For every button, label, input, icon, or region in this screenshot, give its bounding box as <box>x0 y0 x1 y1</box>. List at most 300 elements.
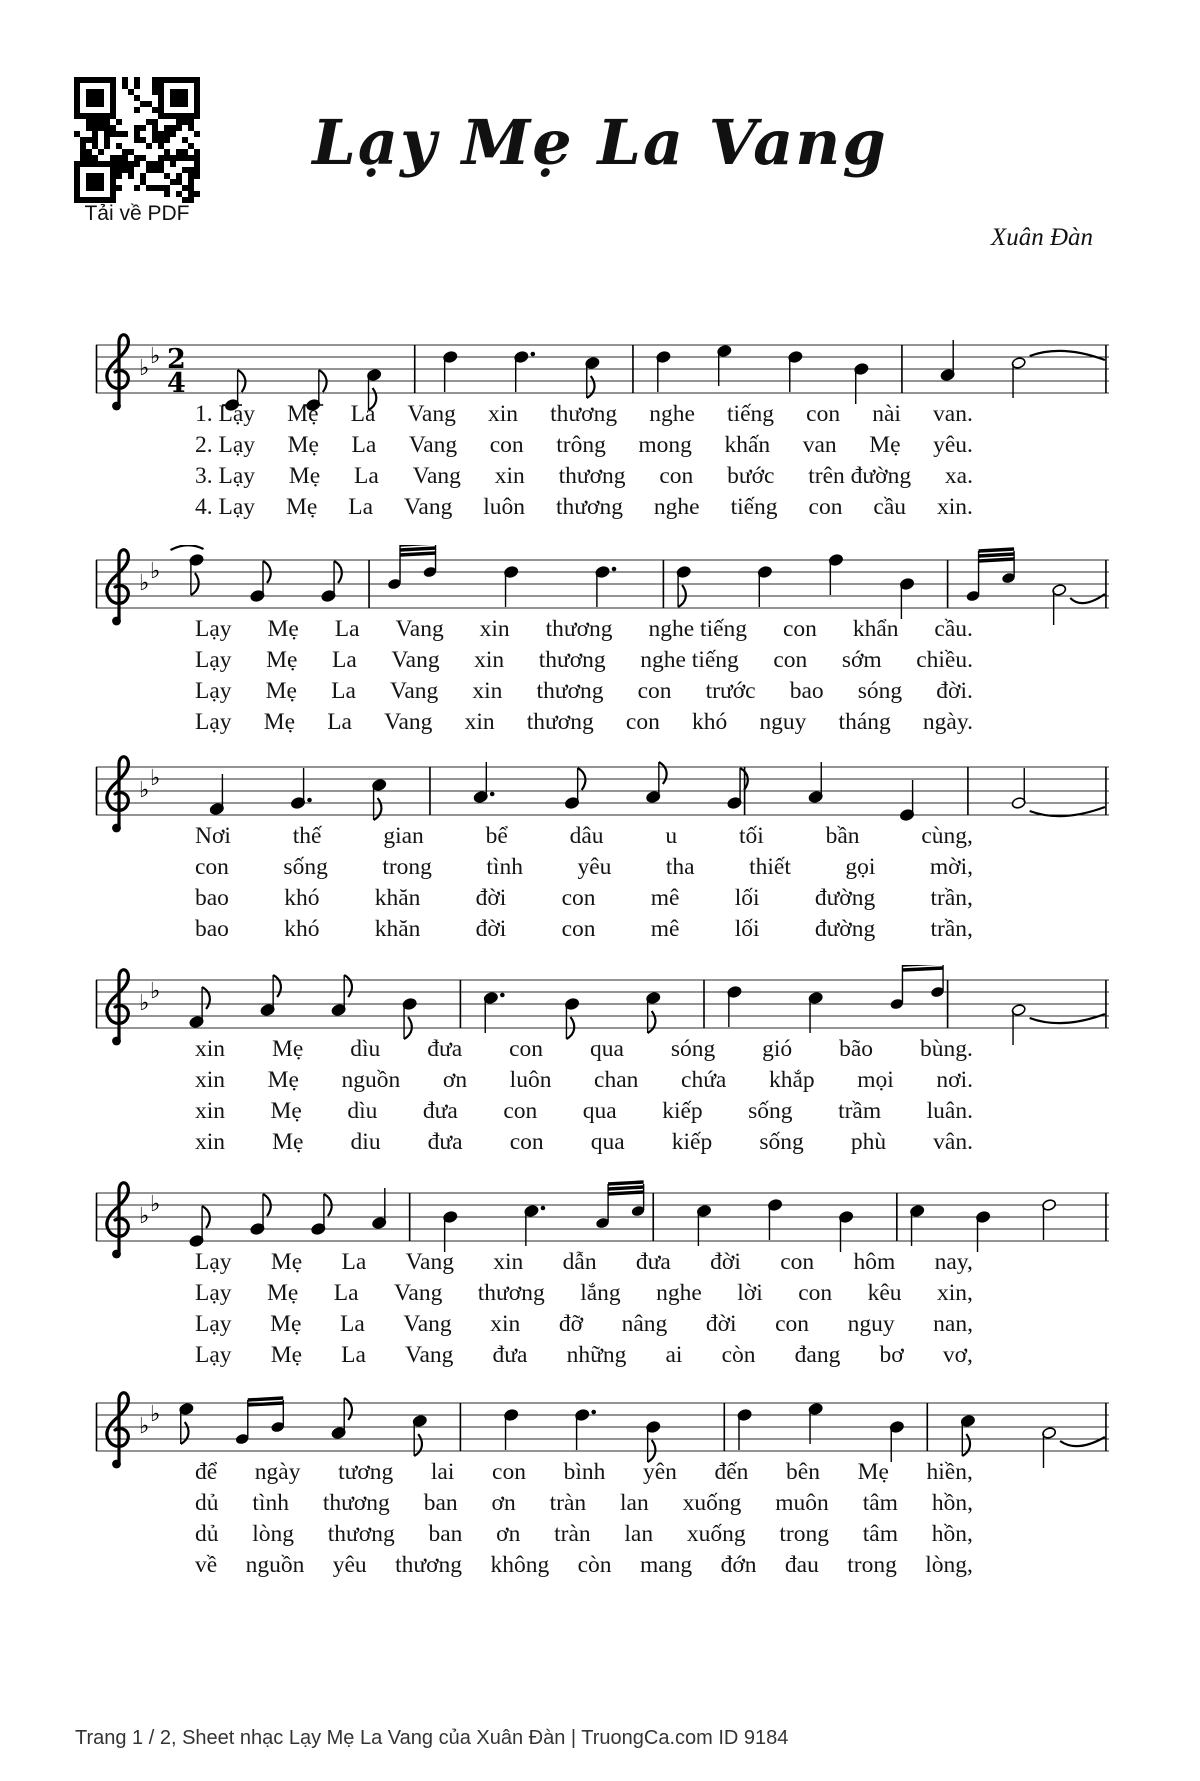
lyric-syllable: phù <box>850 1129 887 1155</box>
lyric-syllable: Vang <box>412 463 461 489</box>
lyric-syllable: 2. Lạy <box>195 432 256 458</box>
lyric-syllable: con <box>773 647 808 673</box>
lyric-syllable: sóng <box>670 1036 716 1062</box>
lyric-syllable: nan, <box>933 1311 973 1337</box>
treble-clef-dot <box>112 1460 121 1469</box>
lyric-syllable: xin <box>479 616 510 642</box>
lyric-syllable: lối <box>734 885 760 911</box>
lyric-syllable: ngày. <box>922 709 973 735</box>
lyric-syllable: bao <box>789 678 824 704</box>
lyric-syllable: thương <box>558 463 626 489</box>
lyric-syllable: con <box>798 1280 833 1306</box>
lyric-syllable: nguồn <box>245 1552 305 1578</box>
lyric-line <box>195 401 973 432</box>
lyric-syllable: La <box>327 709 352 735</box>
beam <box>979 549 1015 551</box>
lyric-syllable: vơ, <box>942 1342 973 1368</box>
lyric-line <box>195 463 973 494</box>
lyric-syllable: xin <box>474 647 505 673</box>
lyric-syllable: Mẹ <box>270 1249 303 1275</box>
lyric-syllable: Vang <box>384 709 433 735</box>
lyric-syllable: tình <box>252 1490 289 1516</box>
tie-curve <box>1060 1437 1105 1446</box>
lyric-syllable: khấn <box>724 432 771 458</box>
lyric-line <box>195 647 973 678</box>
lyric-syllable: sống <box>748 1098 793 1124</box>
lyric-syllable: ban <box>423 1490 458 1516</box>
lyric-syllable: ban <box>428 1521 463 1547</box>
lyric-line <box>195 1342 973 1373</box>
lyric-syllable: Mẹ <box>286 494 318 520</box>
qr-module <box>134 185 140 191</box>
beam <box>248 1398 284 1400</box>
lyric-syllable: chứa <box>681 1067 727 1093</box>
lyric-syllable: lắng <box>580 1280 621 1306</box>
lyric-syllable: Vang <box>404 494 453 520</box>
lyric-syllable: mong <box>638 432 692 458</box>
lyric-syllable: ai <box>665 1342 683 1368</box>
lyric-syllable: xa. <box>944 463 973 489</box>
lyric-syllable: xuống <box>682 1490 742 1516</box>
lyric-syllable: Vang <box>407 401 456 427</box>
lyric-syllable: khó <box>284 916 320 942</box>
lyric-syllable: đưa <box>427 1036 463 1062</box>
eighth-flag <box>344 975 352 997</box>
lyric-line <box>195 1490 973 1521</box>
lyric-line <box>195 854 973 885</box>
lyric-syllable: lan <box>620 1490 649 1516</box>
treble-clef-dot <box>112 617 121 626</box>
lyric-syllable: u <box>665 823 678 849</box>
augmentation-dot <box>591 1410 596 1415</box>
lyric-syllable: nghe <box>656 1280 702 1306</box>
lyric-syllable: Mẹ <box>267 1280 299 1306</box>
lyric-syllable: trông <box>556 432 606 458</box>
lyric-syllable: Lạy <box>195 678 232 704</box>
lyric-syllable: Vang <box>405 1342 454 1368</box>
lyric-line <box>195 916 973 947</box>
lyric-syllable: Vang <box>405 1249 454 1275</box>
lyric-syllable: bần <box>825 823 860 849</box>
lyric-syllable: hôm <box>853 1249 896 1275</box>
lyric-syllable: luôn <box>483 494 526 520</box>
lyric-syllable: đớn <box>720 1552 757 1578</box>
lyric-syllable: muôn <box>775 1490 829 1516</box>
lyric-syllable: hồn, <box>931 1490 973 1516</box>
lyric-syllable: lòng <box>252 1521 295 1547</box>
staff-system-2 <box>95 545 1110 751</box>
lyric-syllable: thương <box>536 678 604 704</box>
lyric-syllable: van <box>802 432 837 458</box>
lyric-syllable: con <box>561 885 596 911</box>
lyric-syllable: bao <box>195 916 229 942</box>
lyric-syllable: tha <box>665 854 695 880</box>
lyric-syllable: Mẹ <box>270 1098 302 1124</box>
lyric-syllable: thương <box>545 616 613 642</box>
lyric-line <box>195 1521 973 1552</box>
augmentation-dot <box>307 798 312 803</box>
lyric-syllable: kiếp <box>662 1098 703 1124</box>
lyric-line <box>195 432 973 463</box>
treble-clef-dot <box>112 402 121 411</box>
flat-sign: ♭ <box>139 1414 150 1439</box>
lyric-syllable: bao <box>195 885 229 911</box>
lyric-line <box>195 1129 973 1160</box>
lyric-syllable: nguy <box>847 1311 895 1337</box>
qr-module <box>146 185 152 191</box>
lyric-syllable: nguy <box>759 709 807 735</box>
lyric-syllable: con <box>806 401 841 427</box>
lyric-syllable: yêu. <box>933 432 973 458</box>
staff-system-3 <box>95 752 1110 958</box>
eighth-flag <box>344 1398 352 1420</box>
lyric-syllable: Lạy <box>195 1280 232 1306</box>
lyric-line <box>195 1098 973 1129</box>
flat-sign: ♭ <box>150 766 161 791</box>
lyric-syllable: những <box>566 1342 627 1368</box>
lyric-syllable: La <box>334 616 360 642</box>
lyric-syllable: Mẹ <box>270 1342 303 1368</box>
lyric-syllable: Mẹ <box>272 1129 304 1155</box>
lyric-syllable: lối <box>734 916 760 942</box>
lyric-line <box>195 1459 973 1490</box>
lyric-syllable: Mẹ <box>267 1067 299 1093</box>
lyric-syllable: đưa <box>427 1129 463 1155</box>
lyric-syllable: đời <box>710 1249 741 1275</box>
lyric-syllable: xin. <box>936 494 973 520</box>
lyric-syllable: xin <box>195 1067 226 1093</box>
augmentation-dot <box>541 1206 546 1211</box>
lyric-syllable: van. <box>933 401 973 427</box>
lyric-syllable: La <box>350 401 376 427</box>
lyric-syllable: dủ <box>195 1490 219 1516</box>
lyric-syllable: Mẹ <box>270 1311 302 1337</box>
lyric-syllable: bùng. <box>920 1036 973 1062</box>
lyric-syllable: đưa <box>492 1342 528 1368</box>
lyric-syllable: đưa <box>635 1249 671 1275</box>
lyric-syllable: yêu <box>332 1552 367 1578</box>
qr-module <box>182 185 188 191</box>
lyric-syllable: còn <box>577 1552 612 1578</box>
lyric-syllable: gió <box>762 1036 793 1062</box>
lyric-syllable: khó <box>284 885 320 911</box>
lyric-syllable: con <box>195 854 229 880</box>
lyric-syllable: nghe <box>653 494 700 520</box>
lyric-syllable: đời <box>475 916 507 942</box>
lyric-syllable: qua <box>582 1098 617 1124</box>
lyric-syllable: nghe tiếng <box>648 616 748 642</box>
lyric-syllable: 1. Lạy <box>195 401 256 427</box>
lyric-syllable: mời, <box>929 854 973 880</box>
lyric-syllable: xin <box>195 1129 226 1155</box>
lyric-syllable: xin <box>464 709 495 735</box>
lyric-line <box>195 1280 973 1311</box>
lyric-syllable: Mẹ <box>287 432 319 458</box>
lyric-line <box>195 494 973 525</box>
lyric-syllable: khăn <box>374 885 421 911</box>
lyric-syllable: xin <box>195 1036 226 1062</box>
lyric-syllable: thương <box>550 401 618 427</box>
lyric-syllable: đường <box>814 916 876 942</box>
augmentation-dot <box>500 993 505 998</box>
lyric-syllable: thế <box>292 823 322 849</box>
lyric-line <box>195 1036 973 1067</box>
flat-sign: ♭ <box>150 559 161 584</box>
beam <box>608 1192 644 1194</box>
lyric-syllable: con <box>637 678 672 704</box>
lyric-syllable: kêu <box>867 1280 902 1306</box>
lyric-syllable: tương <box>338 1459 394 1485</box>
lyric-syllable: con <box>780 1249 815 1275</box>
lyrics-block <box>195 1459 973 1583</box>
qr-module <box>164 185 170 191</box>
lyric-syllable: Vang <box>394 1280 443 1306</box>
eighth-flag <box>202 987 210 1009</box>
lyric-syllable: khăn <box>374 916 421 942</box>
lyric-syllable: tiếng <box>727 401 775 427</box>
tie-curve <box>1030 351 1105 360</box>
lyric-syllable: nguồn <box>341 1067 401 1093</box>
lyric-line <box>195 885 973 916</box>
lyric-syllable: Mẹ <box>263 709 296 735</box>
flat-sign: ♭ <box>139 778 150 803</box>
lyric-syllable: kiếp <box>671 1129 713 1155</box>
lyric-syllable: nghe tiếng <box>640 647 739 673</box>
lyric-syllable: còn <box>721 1342 756 1368</box>
lyric-syllable: Lạy <box>195 1311 232 1337</box>
flat-sign: ♭ <box>150 979 161 1004</box>
flat-sign: ♭ <box>139 571 150 596</box>
lyric-syllable: thương <box>395 1552 463 1578</box>
eighth-flag <box>587 376 595 398</box>
lyric-syllable: cầu. <box>934 616 973 642</box>
lyric-syllable: ơn <box>442 1067 468 1093</box>
lyric-syllable: thương <box>538 647 606 673</box>
lyric-syllable: trần, <box>930 916 973 942</box>
qr-module <box>122 77 128 83</box>
qr-module <box>134 95 140 101</box>
lyric-line <box>195 678 973 709</box>
lyric-syllable: cầu <box>873 494 907 520</box>
time-signature-top: 2 <box>167 344 186 375</box>
tie-curve <box>1030 1014 1105 1023</box>
lyric-syllable: con <box>775 1311 810 1337</box>
tie-curve <box>1070 594 1105 603</box>
beam <box>248 1403 284 1405</box>
lyric-syllable: chiều. <box>916 647 973 673</box>
qr-module <box>194 191 200 197</box>
lyric-syllable: bể <box>485 823 508 849</box>
song-title: Lạy Mẹ La Vang <box>312 106 888 179</box>
lyric-syllable: chan <box>594 1067 639 1093</box>
qr-module <box>176 191 182 197</box>
qr-module <box>170 179 176 185</box>
time-signature-bottom: 4 <box>167 368 186 399</box>
lyric-syllable: 3. Lạy <box>195 463 256 489</box>
lyric-syllable: tối <box>738 823 764 849</box>
lyric-syllable: cùng, <box>921 823 973 849</box>
flat-sign: ♭ <box>139 356 150 381</box>
qr-module <box>128 89 134 95</box>
lyric-syllable: Mẹ <box>266 647 298 673</box>
lyric-syllable: thương <box>477 1280 545 1306</box>
lyrics-block <box>195 1249 973 1373</box>
lyric-syllable: dìu <box>347 1098 378 1124</box>
lyrics-block <box>195 401 973 525</box>
lyric-line <box>195 709 973 740</box>
lyric-syllable: con <box>561 916 596 942</box>
staff-system-1 <box>95 330 1110 536</box>
lyric-syllable: luân. <box>926 1098 973 1124</box>
lyric-syllable: Lạy <box>195 616 232 642</box>
lyric-syllable: mọi <box>857 1067 894 1093</box>
lyric-syllable: La <box>340 1311 365 1337</box>
eighth-flag <box>962 1434 970 1456</box>
lyrics-block <box>195 823 973 947</box>
lyric-syllable: ơn <box>491 1490 516 1516</box>
beam <box>400 548 436 550</box>
lyric-syllable: sống <box>759 1129 804 1155</box>
lyric-syllable: xin <box>195 1098 226 1124</box>
lyric-line <box>195 1311 973 1342</box>
eighth-flag <box>374 798 382 820</box>
lyric-syllable: La <box>333 1280 359 1306</box>
staff-system-5 <box>95 1178 1110 1384</box>
lyric-syllable: lai <box>430 1459 455 1485</box>
beam <box>979 554 1015 556</box>
qr-module <box>188 185 194 191</box>
lyric-syllable: đang <box>794 1342 841 1368</box>
lyric-syllable: con <box>489 432 524 458</box>
lyric-syllable: bơ <box>879 1342 904 1368</box>
lyric-syllable: tiếng <box>730 494 778 520</box>
treble-clef-dot <box>112 824 121 833</box>
qr-module <box>152 185 158 191</box>
lyric-syllable: mê <box>650 916 680 942</box>
lyric-syllable: sóng <box>857 678 903 704</box>
lyric-syllable: tâm <box>862 1490 898 1516</box>
qr-module <box>188 191 194 197</box>
flat-sign: ♭ <box>150 1402 161 1427</box>
beam <box>608 1182 644 1184</box>
lyric-syllable: xin <box>490 1311 521 1337</box>
qr-module <box>134 77 140 83</box>
lyric-syllable: thương <box>526 709 594 735</box>
lyric-syllable: luôn <box>509 1067 552 1093</box>
lyric-syllable: sớm <box>841 647 882 673</box>
treble-clef-dot <box>112 1250 121 1259</box>
lyric-syllable: không <box>490 1552 550 1578</box>
lyric-syllable: xin <box>493 1249 524 1275</box>
lyric-syllable: con <box>782 616 817 642</box>
lyric-syllable: yên <box>642 1459 677 1485</box>
lyric-syllable: tràn <box>549 1490 587 1516</box>
lyric-syllable: con <box>503 1098 538 1124</box>
lyric-syllable: đến <box>714 1459 749 1485</box>
lyric-syllable: Mẹ <box>857 1459 889 1485</box>
lyric-syllable: dìu <box>350 1036 381 1062</box>
lyric-syllable: mang <box>639 1552 693 1578</box>
lyric-syllable: xin <box>494 463 525 489</box>
lyric-syllable: diu <box>350 1129 381 1155</box>
lyric-syllable: tràn <box>554 1521 591 1547</box>
lyric-syllable: trước <box>705 678 756 704</box>
lyric-syllable: nâng <box>621 1311 668 1337</box>
lyric-syllable: tình <box>486 854 523 880</box>
lyric-syllable: con <box>625 709 660 735</box>
lyric-syllable: Lạy <box>195 647 232 673</box>
lyric-syllable: xuống <box>686 1521 746 1547</box>
lyric-syllable: trong <box>382 854 432 880</box>
lyric-syllable: nài <box>872 401 901 427</box>
flat-sign: ♭ <box>150 344 161 369</box>
eighth-flag <box>181 1422 189 1444</box>
lyric-syllable: bước <box>727 463 775 489</box>
lyric-syllable: Mẹ <box>271 1036 304 1062</box>
lyric-syllable: lòng, <box>925 1552 973 1578</box>
qr-code-label[interactable]: Tải về PDF <box>84 202 190 225</box>
qr-module <box>122 83 128 89</box>
lyric-syllable: tháng <box>838 709 891 735</box>
lyric-syllable: đau <box>784 1552 819 1578</box>
lyric-syllable: qua <box>589 1036 624 1062</box>
qr-module <box>134 83 140 89</box>
lyric-syllable: thương <box>327 1521 395 1547</box>
lyric-syllable: Vang <box>408 432 458 458</box>
qr-module <box>152 89 158 95</box>
treble-clef-dot <box>112 1037 121 1046</box>
lyric-syllable: La <box>341 1342 366 1368</box>
lyric-syllable: tâm <box>862 1521 898 1547</box>
lyric-syllable: trong <box>779 1521 829 1547</box>
lyric-syllable: thương <box>322 1490 390 1516</box>
lyric-line <box>195 1067 973 1098</box>
lyric-syllable: con <box>509 1036 543 1062</box>
lyric-syllable: đời <box>475 885 507 911</box>
lyric-syllable: La <box>348 494 374 520</box>
lyric-line <box>195 1249 973 1280</box>
lyric-syllable: Nơi <box>195 823 231 849</box>
lyric-syllable: trên đường <box>808 463 912 489</box>
lyric-syllable: trầm <box>838 1098 882 1124</box>
lyric-syllable: đỡ <box>558 1311 583 1337</box>
lyric-syllable: trần, <box>930 885 973 911</box>
lyric-syllable: Lạy <box>195 1342 232 1368</box>
lyric-syllable: Mẹ <box>869 432 901 458</box>
lyric-syllable: vân. <box>933 1129 973 1155</box>
lyric-syllable: dẫn <box>562 1249 597 1275</box>
lyric-syllable: về <box>195 1552 218 1578</box>
lyric-syllable: xin <box>487 401 518 427</box>
lyric-line <box>195 1552 973 1583</box>
lyric-syllable: thương <box>556 494 623 520</box>
lyrics-block <box>195 616 973 740</box>
lyric-syllable: con <box>659 463 694 489</box>
lyric-syllable: đời. <box>936 678 973 704</box>
lyric-syllable: lan <box>624 1521 654 1547</box>
qr-module <box>164 191 170 197</box>
flat-sign: ♭ <box>150 1192 161 1217</box>
tie-curve <box>171 545 204 550</box>
qr-finder <box>170 89 188 107</box>
beam <box>400 553 436 555</box>
lyric-syllable: qua <box>590 1129 625 1155</box>
lyric-line <box>195 823 973 854</box>
lyric-syllable: đưa <box>422 1098 458 1124</box>
composer-name: Xuân Đàn <box>990 224 1093 251</box>
lyric-syllable: khắp <box>768 1067 815 1093</box>
qr-module <box>158 185 164 191</box>
